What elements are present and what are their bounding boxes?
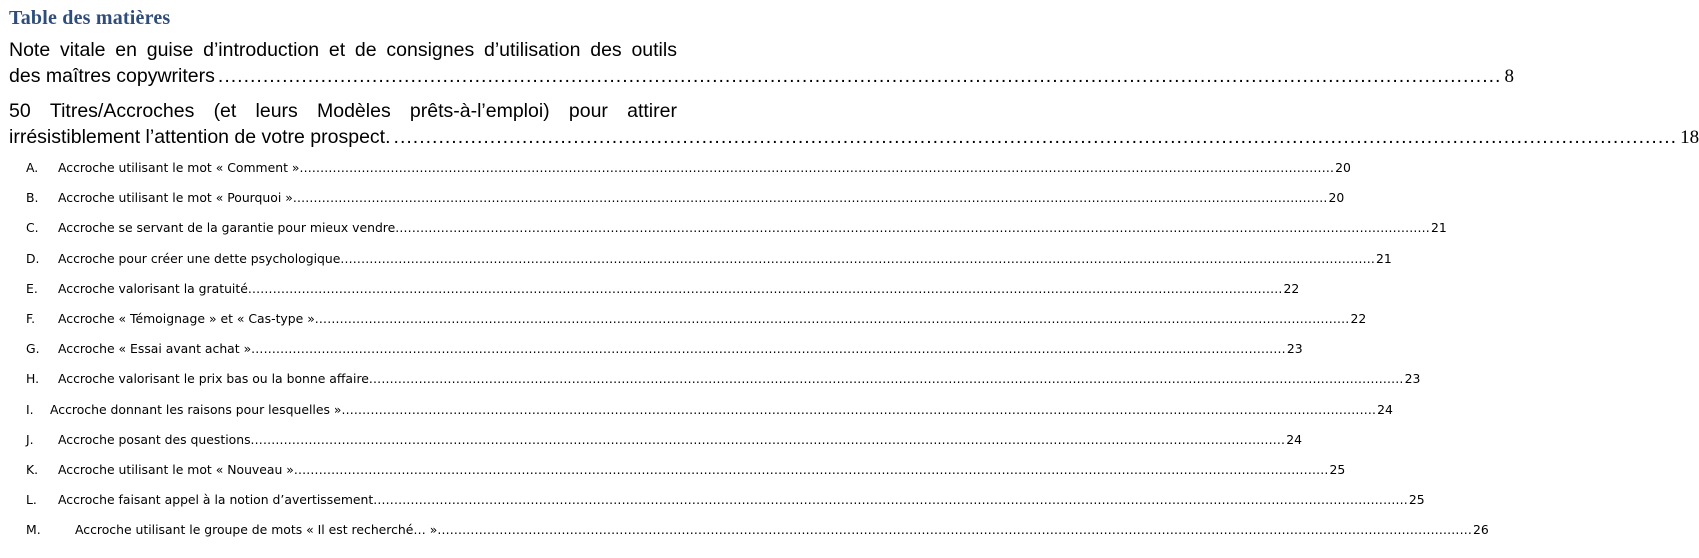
toc-page-number: 18 bbox=[1680, 127, 1699, 148]
toc-word: pour bbox=[568, 100, 608, 122]
toc-entry-letter: G. bbox=[26, 341, 40, 357]
toc-page-number: 22 bbox=[1283, 280, 1300, 296]
toc-word: attirer bbox=[627, 100, 677, 122]
dot-leader: .......................................................................................................................................................................................................................................................... bbox=[250, 431, 1286, 447]
toc-entry-text: Accroche utilisant le groupe de mots « Il est recherché… » bbox=[75, 522, 438, 538]
toc-entry[interactable] bbox=[26, 401, 1393, 426]
toc-entry-letter: M. bbox=[26, 522, 41, 538]
toc-page-number: 8 bbox=[1504, 66, 1514, 87]
toc-entry[interactable] bbox=[26, 522, 1489, 546]
toc-word: Note bbox=[9, 39, 51, 61]
toc-page-number: 26 bbox=[1473, 522, 1489, 538]
toc-entry-letter: F. bbox=[26, 311, 36, 326]
dot-leader: .......................................................................................................................................................................................................................................................... bbox=[437, 522, 1472, 538]
toc-page-number: 24 bbox=[1286, 431, 1302, 447]
toc-entry[interactable] bbox=[26, 431, 1302, 456]
toc-entry[interactable] bbox=[26, 311, 1367, 335]
toc-major-entry[interactable] bbox=[9, 37, 1514, 90]
toc-entry-text: Accroche se servant de la garantie pour mieux vendre bbox=[58, 220, 396, 236]
toc-page-number: 21 bbox=[1430, 220, 1447, 236]
toc-word: d’utilisation bbox=[483, 39, 581, 61]
toc-entry-text: Accroche donnant les raisons pour lesquelles » bbox=[50, 401, 342, 417]
toc-entry-letter: B. bbox=[26, 190, 39, 206]
dot-leader: .......................................................................................................................................................................................................................................................... bbox=[341, 401, 1377, 417]
toc-page-number: 24 bbox=[1377, 401, 1393, 417]
toc-word: vitale bbox=[59, 39, 106, 61]
toc-major-entry-line1 bbox=[9, 37, 677, 63]
toc-word: en bbox=[115, 39, 137, 61]
toc-entry-text: Accroche utilisant le mot « Pourquoi » bbox=[58, 190, 293, 206]
toc-page-number: 21 bbox=[1376, 250, 1392, 266]
toc-word: consignes bbox=[386, 39, 475, 61]
toc-entry-text: Accroche faisant appel à la notion d’avertissement bbox=[58, 492, 374, 508]
toc-entry-text: Accroche « Essai avant achat » bbox=[58, 341, 252, 357]
toc-major-entry-line1 bbox=[9, 98, 677, 124]
toc-word: 50 bbox=[9, 100, 31, 122]
toc-word: Titres/Accroches bbox=[49, 100, 195, 122]
toc-entry-letter: H. bbox=[26, 371, 40, 387]
toc-entry[interactable] bbox=[26, 190, 1345, 214]
toc-entry[interactable] bbox=[26, 462, 1346, 486]
toc-entry-letter: K. bbox=[26, 462, 39, 477]
toc-page-number: 22 bbox=[1350, 311, 1367, 326]
toc-word: Modèles bbox=[316, 100, 391, 122]
toc-entry-letter: J. bbox=[26, 431, 34, 447]
toc-entry-text: Accroche utilisant le mot « Nouveau » bbox=[58, 462, 294, 477]
toc-entry-text: Accroche valorisant le prix bas ou la bonne affaire bbox=[58, 371, 369, 387]
toc-word: et bbox=[328, 39, 346, 61]
toc-page-number: 23 bbox=[1404, 371, 1421, 387]
toc-entry[interactable] bbox=[26, 492, 1425, 516]
toc-major-entry-line2: irrésistiblement l’attention de votre prospect. bbox=[9, 126, 391, 148]
toc-entry-text: Accroche utilisant le mot « Comment » bbox=[58, 160, 300, 175]
toc-word: leurs bbox=[255, 100, 298, 122]
dot-leader: .......................................................................................................................................................................................................................................................... bbox=[299, 160, 1335, 175]
toc-entry[interactable] bbox=[26, 220, 1447, 244]
toc-word: outils bbox=[631, 39, 677, 61]
dot-leader: .......................................................................................................................................................................................................................................................... bbox=[247, 280, 1283, 296]
toc-entry-text: Accroche « Témoignage » et « Cas-type » bbox=[58, 311, 315, 326]
toc-word: des bbox=[590, 39, 622, 61]
toc-entry-letter: A. bbox=[26, 160, 39, 175]
dot-leader: .......................................................................................................................................................................................................................................................... bbox=[292, 190, 1328, 206]
toc-page-number: 23 bbox=[1286, 341, 1303, 357]
toc-entry-text: Accroche pour créer une dette psychologique bbox=[58, 250, 341, 266]
toc-word: guise bbox=[146, 39, 194, 61]
toc-entry-text: Accroche valorisant la gratuité bbox=[58, 280, 248, 296]
toc-major-entry[interactable] bbox=[9, 98, 1699, 151]
toc-major-entry-line2: des maîtres copywriters bbox=[9, 65, 215, 87]
toc-entry-letter: E. bbox=[26, 280, 38, 296]
toc-entry-text: Accroche posant des questions bbox=[58, 431, 251, 447]
toc-word: prêts-à-l’emploi) bbox=[409, 100, 550, 122]
dot-leader: .......................................................................................................................................................................................................................................................... bbox=[293, 462, 1329, 477]
toc-page-number: 25 bbox=[1408, 492, 1425, 508]
dot-leader: .......................................................................................................................................................................................................................................................... bbox=[373, 492, 1408, 508]
toc-entry-letter: I. bbox=[26, 401, 34, 417]
dot-leader: ........................................................................................................................................................................................................ bbox=[393, 126, 1678, 148]
toc-word: de bbox=[354, 39, 377, 61]
toc-entry[interactable] bbox=[26, 341, 1303, 365]
dot-leader: .......................................................................................................................................................................................................................................................... bbox=[251, 341, 1286, 357]
toc-page-number: 20 bbox=[1328, 190, 1345, 206]
toc-entry[interactable] bbox=[26, 371, 1421, 395]
dot-leader: .......................................................................................................................................................................................................................................................... bbox=[395, 220, 1430, 236]
toc-page-number: 25 bbox=[1329, 462, 1346, 477]
dot-leader: .......................................................................................................................................................................................................................................................... bbox=[314, 311, 1350, 326]
toc-word: (et bbox=[213, 100, 237, 122]
toc-entry-letter: L. bbox=[26, 492, 37, 508]
toc-entry-letter: D. bbox=[26, 250, 40, 266]
toc-title: Table des matières bbox=[9, 7, 171, 29]
dot-leader: .......................................................................................................................................................................................................................................................... bbox=[340, 250, 1376, 266]
toc-entry-letter: C. bbox=[26, 220, 39, 236]
dot-leader: .......................................................................................................................................................................................................................................................... bbox=[368, 371, 1404, 387]
toc-entry[interactable] bbox=[26, 250, 1392, 275]
toc-word: d’introduction bbox=[203, 39, 320, 61]
toc-entry[interactable] bbox=[26, 280, 1300, 305]
toc-page-number: 20 bbox=[1335, 160, 1351, 175]
dot-leader: ........................................................................................................................................................................................................ bbox=[217, 65, 1502, 87]
toc-entry[interactable] bbox=[26, 160, 1351, 184]
